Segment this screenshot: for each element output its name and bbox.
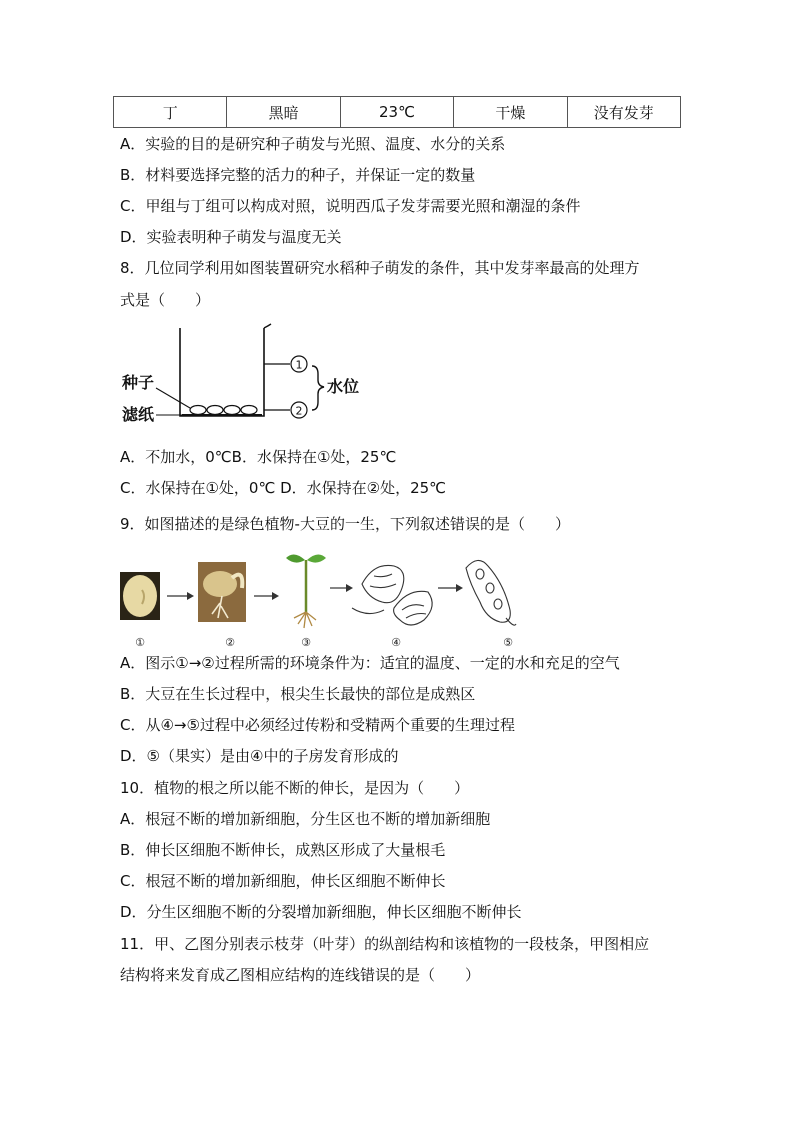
table-row [114, 97, 681, 128]
seed [190, 406, 206, 415]
pod-sketch [466, 560, 516, 625]
q10-option-c: C．根冠不断的增加新细胞，伸长区细胞不断伸长 [120, 872, 446, 890]
q9-option-b: B．大豆在生长过程中，根尖生长最快的部位是成熟区 [120, 685, 476, 703]
svg-text:2: 2 [295, 404, 303, 418]
q7-option-c: C．甲组与丁组可以构成对照，说明西瓜子发芽需要光照和潮湿的条件 [120, 197, 581, 215]
label-water-level: 水位 [327, 377, 360, 396]
seed-pointer-line [156, 388, 190, 408]
q11-stem-line2: 结构将来发育成乙图相应结构的连线错误的是（ ） [120, 966, 481, 984]
table-cell-temperature: 23℃ [340, 97, 453, 128]
q9-stem: 9．如图描述的是绿色植物-大豆的一生，下列叙述错误的是（ ） [120, 515, 570, 533]
label-seed: 种子 [122, 373, 155, 392]
q8-stem-line1: 8．几位同学利用如图装置研究水稻种子萌发的条件，其中发芽率最高的处理方 [120, 259, 640, 277]
water-level-brace [312, 366, 324, 410]
seed [207, 406, 223, 415]
q10-option-a: A．根冠不断的增加新细胞，分生区也不断的增加新细胞 [120, 810, 491, 828]
table-cell-result: 没有发芽 [567, 97, 680, 128]
q7-option-a: A．实验的目的是研究种子萌发与光照、温度、水分的关系 [120, 135, 506, 153]
q10-option-b: B．伸长区细胞不断伸长，成熟区形成了大量根毛 [120, 841, 446, 859]
seed [224, 406, 240, 415]
step-label-1: ① [135, 636, 145, 649]
beaker-spout [264, 324, 271, 328]
q9-option-d: D．⑤（果实）是由④中的子房发育形成的 [120, 747, 399, 765]
q9-option-c: C．从④→⑤过程中必须经过传粉和受精两个重要的生理过程 [120, 716, 515, 734]
q8-options-cd: C．水保持在①处，0℃ D．水保持在②处，25℃ [120, 479, 447, 497]
step-label-5: ⑤ [503, 636, 513, 649]
step-label-3: ③ [301, 636, 311, 649]
q10-stem: 10．植物的根之所以能不断的伸长，是因为（ ） [120, 779, 470, 797]
beaker-diagram [118, 322, 378, 432]
soybean-seed [123, 575, 157, 617]
label-filter-paper: 滤纸 [122, 405, 155, 424]
step-label-2: ② [225, 636, 235, 649]
q7-option-b: B．材料要选择完整的活力的种子，并保证一定的数量 [120, 166, 476, 184]
flower-sketch [352, 565, 432, 625]
table-cell-group: 丁 [114, 97, 227, 128]
soybean-lifecycle-figure [112, 548, 532, 652]
q8-stem-line2: 式是（ ） [120, 291, 211, 309]
experiment-table [113, 96, 681, 128]
q11-stem-line1: 11．甲、乙图分别表示枝芽（叶芽）的纵剖结构和该植物的一段枝条，甲图相应 [120, 935, 650, 953]
svg-text:1: 1 [295, 358, 303, 372]
seedling-image [286, 554, 326, 628]
seed [241, 406, 257, 415]
q9-option-a: A．图示①→②过程所需的环境条件为：适宜的温度、一定的水和充足的空气 [120, 654, 620, 672]
q10-option-d: D．分生区细胞不断的分裂增加新细胞，伸长区细胞不断伸长 [120, 903, 522, 921]
q7-option-d: D．实验表明种子萌发与温度无关 [120, 228, 342, 246]
step-label-4: ④ [391, 636, 401, 649]
beaker-outline [180, 328, 264, 416]
table-cell-moisture: 干燥 [454, 97, 567, 128]
table-cell-light: 黑暗 [227, 97, 340, 128]
q8-options-ab: A．不加水，0℃B．水保持在①处，25℃ [120, 448, 397, 466]
